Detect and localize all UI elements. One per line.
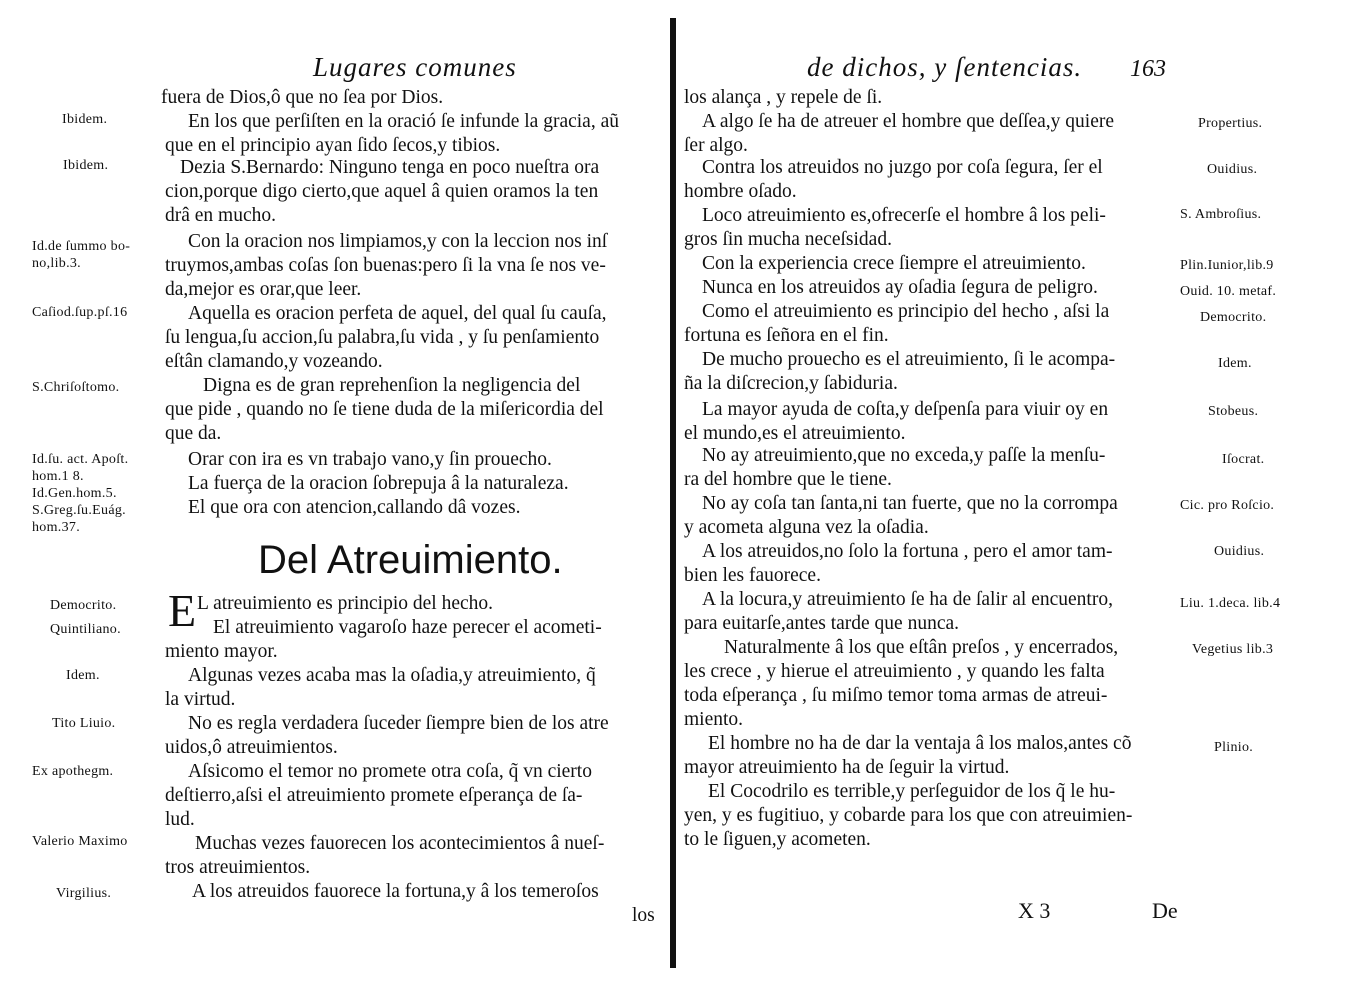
opening-line: fuera de Dios,ô que no ſea por Dios. bbox=[161, 87, 444, 108]
text-line: que pide , quando no ſe tiene duda de la miſericordia del bbox=[165, 399, 604, 420]
margin-note: Tito Liuio. bbox=[52, 716, 116, 731]
text-line: bien les fauorece. bbox=[684, 565, 821, 586]
catchword: De bbox=[1152, 898, 1178, 923]
margin-note: S.Greg.ſu.Euág. bbox=[32, 503, 126, 518]
text-line: Naturalmente â los que eſtân preſos , y encerrados, bbox=[724, 637, 1119, 658]
margin-note: Id.ſu. act. Apoſt. bbox=[32, 452, 129, 467]
text-line: El hombre no ha de dar la ventaja â los malos,antes cõ bbox=[708, 733, 1132, 754]
text-line: El que ora con atencion,callando dâ vozes. bbox=[188, 497, 521, 518]
text-line: Loco atreuimiento es,ofrecerſe el hombre â los peli- bbox=[702, 205, 1106, 226]
right-page bbox=[682, 0, 1345, 1000]
margin-note: Id.de ſummo bo- bbox=[32, 239, 131, 254]
text-line: Aſsicomo el temor no promete otra coſa, q̃ vn cierto bbox=[188, 761, 592, 782]
text-line: eſtân clamando,y vozeando. bbox=[165, 351, 383, 372]
text-line: que en el principio ayan ſido ſecos,y tibios. bbox=[165, 135, 501, 156]
text-line: toda eſperança , ſu miſmo temor toma armas de atreui- bbox=[684, 685, 1108, 706]
text-line: Dezia S.Bernardo: Ninguno tenga en poco nueſtra ora bbox=[180, 157, 600, 178]
margin-note: Plinio. bbox=[1214, 740, 1254, 755]
margin-note: Virgilius. bbox=[56, 886, 112, 901]
text-line: fortuna es ſeñora en el fin. bbox=[684, 325, 889, 346]
text-line: No ay coſa tan ſanta,ni tan fuerte, que no la corrompa bbox=[702, 493, 1118, 514]
margin-note: Cic. pro Roſcio. bbox=[1180, 498, 1275, 513]
text-line: para euitarſe,antes tarde que nunca. bbox=[684, 613, 960, 634]
text-line: drâ en mucho. bbox=[165, 205, 277, 226]
text-line: ſer algo. bbox=[684, 135, 748, 156]
text-line: Contra los atreuidos no juzgo por coſa ſegura, ſer el bbox=[702, 157, 1103, 178]
text-line: cion,porque digo cierto,que aquel â quien oramos la ten bbox=[165, 181, 599, 202]
margin-note: Quintiliano. bbox=[50, 622, 121, 637]
margin-note: Ibidem. bbox=[63, 158, 109, 173]
text-line: El Cocodrilo es terrible,y perſeguidor de los q̃ le hu- bbox=[708, 781, 1116, 802]
text-line: Nunca en los atreuidos ay oſadia ſegura de peligro. bbox=[702, 277, 1098, 298]
text-line: Con la oracion nos limpiamos,y con la leccion nos inſ bbox=[188, 231, 608, 252]
left-running-head: Lugares comunes bbox=[313, 52, 517, 82]
text-line: A la locura,y atreuimiento ſe ha de ſalir al encuentro, bbox=[702, 589, 1113, 610]
text-line: los alança , y repele de ſi. bbox=[684, 87, 883, 108]
left-page bbox=[0, 0, 670, 1000]
page-number: 163 bbox=[1130, 56, 1166, 82]
margin-note: Valerio Maximo bbox=[32, 834, 128, 849]
page-gutter bbox=[670, 18, 676, 968]
text-line: A algo ſe ha de atreuer el hombre que deſſea,y quiere bbox=[702, 111, 1115, 132]
text-line: Aquella es oracion perfeta de aquel, del qual ſu cauſa, bbox=[188, 303, 607, 324]
margin-note: Propertius. bbox=[1198, 116, 1263, 131]
text-line: deſtierro,aſsi el atreuimiento promete eſperança de ſa- bbox=[165, 785, 583, 806]
margin-note: Iſocrat. bbox=[1222, 452, 1265, 467]
margin-note: no,lib.3. bbox=[32, 256, 81, 271]
text-line: De mucho prouecho es el atreuimiento, ſi le acompa- bbox=[702, 349, 1116, 370]
text-line: la virtud. bbox=[165, 689, 236, 710]
margin-note: Id.Gen.hom.5. bbox=[32, 486, 117, 501]
catchword: los bbox=[632, 905, 655, 926]
text-line: gros ſin mucha neceſsidad. bbox=[684, 229, 892, 250]
margin-note: Vegetius lib.3 bbox=[1192, 642, 1274, 657]
text-line: lud. bbox=[165, 809, 195, 830]
text-line: Muchas vezes fauorecen los acontecimientos â nueſ- bbox=[195, 833, 605, 854]
text-line: truymos,ambas coſas ſon buenas:pero ſi la vna ſe nos ve- bbox=[165, 255, 606, 276]
text-line: que da. bbox=[165, 423, 222, 444]
text-line: da,mejor es orar,que leer. bbox=[165, 279, 362, 300]
margin-note: S. Ambroſius. bbox=[1180, 207, 1262, 222]
margin-note: Liu. 1.deca. lib.4 bbox=[1180, 596, 1281, 611]
text-line: yen, y es fugitiuo, y cobarde para los que con atreuimien- bbox=[684, 805, 1133, 826]
margin-note: Ouidius. bbox=[1207, 162, 1258, 177]
text-line: La fuerça de la oracion ſobrepuja â la naturaleza. bbox=[188, 473, 569, 494]
margin-note: Caſiod.ſup.pſ.16 bbox=[32, 305, 128, 320]
margin-note: Plin.Iunior,lib.9 bbox=[1180, 258, 1274, 273]
margin-note: hom.37. bbox=[32, 520, 80, 535]
margin-note: Ouidius. bbox=[1214, 544, 1265, 559]
margin-note: Ibidem. bbox=[62, 112, 108, 127]
text-line: A los atreuidos,no ſolo la fortuna , pero el amor tam- bbox=[702, 541, 1113, 562]
margin-note: Democrito. bbox=[50, 598, 117, 613]
text-line: y acometa alguna vez la oſadia. bbox=[684, 517, 929, 538]
text-line: Digna es de gran reprehenſion la negligencia del bbox=[203, 375, 581, 396]
text-line: mayor atreuimiento ha de ſeguir la virtud. bbox=[684, 757, 1010, 778]
margin-note: Stobeus. bbox=[1208, 404, 1259, 419]
text-line: L atreuimiento es principio del hecho. bbox=[197, 593, 494, 614]
margin-note: hom.1 8. bbox=[32, 469, 84, 484]
text-line: uidos,ô atreuimientos. bbox=[165, 737, 338, 758]
text-line: ra del hombre que le tiene. bbox=[684, 469, 892, 490]
text-line: La mayor ayuda de coſta,y deſpenſa para viuir oy en bbox=[702, 399, 1109, 420]
text-line: ña la diſcrecion,y ſabiduria. bbox=[684, 373, 898, 394]
margin-note: Ex apothegm. bbox=[32, 764, 114, 779]
text-line: miento. bbox=[684, 709, 744, 730]
text-line: No ay atreuimiento,que no exceda,y paſſe la menſu- bbox=[702, 445, 1106, 466]
text-line: hombre oſado. bbox=[684, 181, 797, 202]
margin-note: Idem. bbox=[1218, 356, 1252, 371]
text-line: ſu lengua,ſu accion,ſu palabra,ſu vida , y ſu penſamiento bbox=[165, 327, 600, 348]
text-line: Con la experiencia crece ſiempre el atreuimiento. bbox=[702, 253, 1086, 274]
text-line: El atreuimiento vagaroſo haze perecer el acometi- bbox=[213, 617, 602, 638]
text-line: miento mayor. bbox=[165, 641, 278, 662]
margin-note: S.Chriſoſtomo. bbox=[32, 380, 120, 395]
text-line: tros atreuimientos. bbox=[165, 857, 311, 878]
signature-mark: X 3 bbox=[1018, 898, 1051, 923]
text-line: No es regla verdadera ſuceder ſiempre bien de los atre bbox=[188, 713, 609, 734]
section-heading: Del Atreuimiento. bbox=[258, 538, 563, 582]
text-line: el mundo,es el atreuimiento. bbox=[684, 423, 906, 444]
right-running-head: de dichos, y ſentencias. bbox=[807, 52, 1083, 82]
text-line: Algunas vezes acaba mas la oſadia,y atreuimiento, q̃ bbox=[188, 665, 596, 686]
text-line: Orar con ira es vn trabajo vano,y ſin prouecho. bbox=[188, 449, 552, 470]
text-line: En los que perſiſten en la oració ſe infunde la gracia, aũ bbox=[188, 111, 619, 132]
text-line: A los atreuidos fauorece la fortuna,y â los temeroſos bbox=[192, 881, 599, 902]
margin-note: Ouid. 10. metaf. bbox=[1180, 284, 1277, 299]
text-line: les crece , y hierue el atreuimiento , y quando les falta bbox=[684, 661, 1105, 682]
text-line: to le ſiguen,y acometen. bbox=[684, 829, 871, 850]
margin-note: Democrito. bbox=[1200, 310, 1267, 325]
drop-cap: E bbox=[168, 585, 197, 636]
text-line: Como el atreuimiento es principio del hecho , aſsi la bbox=[702, 301, 1110, 322]
margin-note: Idem. bbox=[66, 668, 100, 683]
